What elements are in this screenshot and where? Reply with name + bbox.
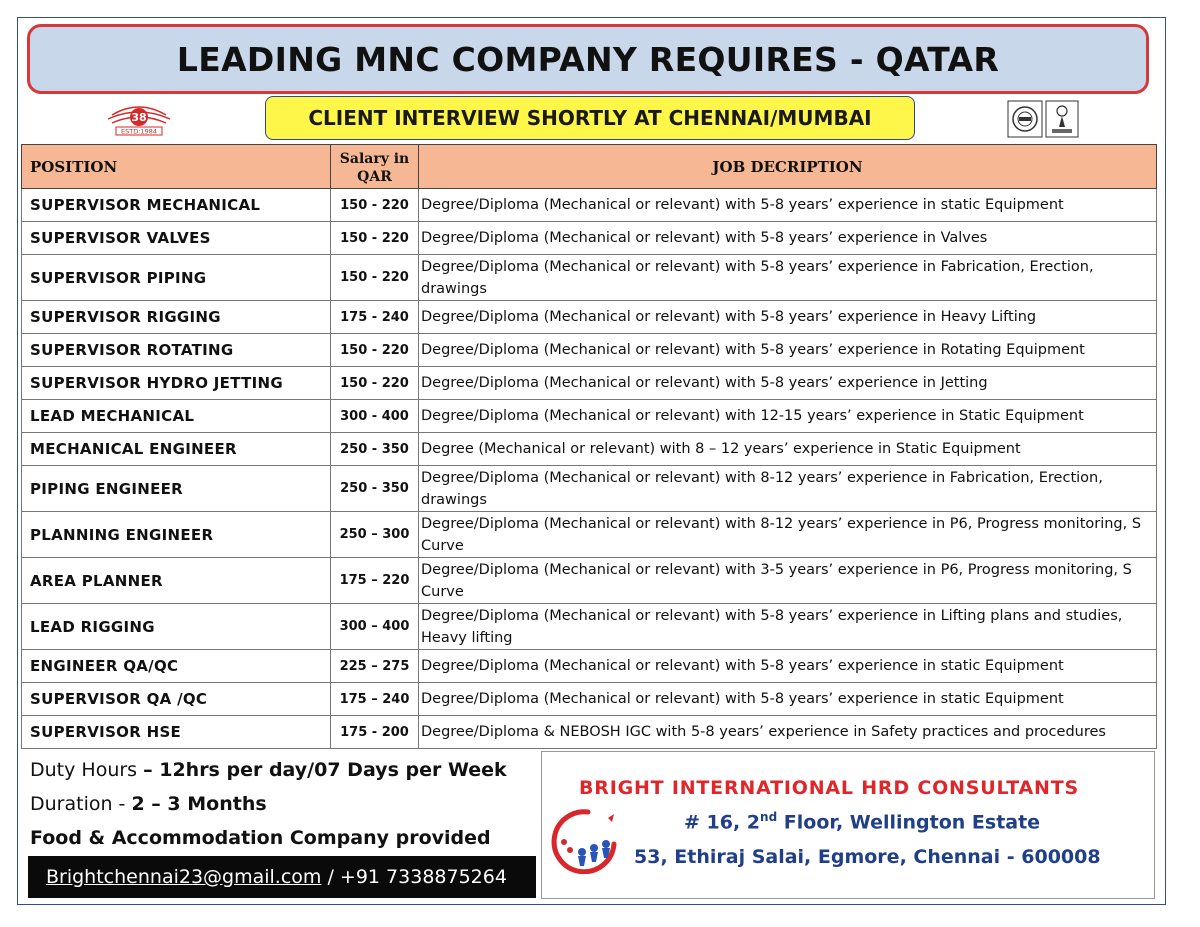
title-banner <box>27 24 1149 94</box>
description-cell: Degree/Diploma (Mechanical or relevant) with 3-5 years’ experience in P6, Progress monitoring, S Curve <box>419 558 1157 604</box>
salary-cell: 175 - 240 <box>331 301 419 334</box>
description-cell: Degree/Diploma (Mechanical or relevant) with 5-8 years’ experience in Jetting <box>419 367 1157 400</box>
table-row <box>22 255 1157 301</box>
address-part-b: Floor, Wellington Estate <box>777 811 1041 834</box>
salary-cell: 150 - 220 <box>331 334 419 367</box>
certification-logo-icon <box>1006 99 1080 139</box>
description-cell: Degree/Diploma (Mechanical or relevant) with 5-8 years’ experience in Fabrication, Erection, drawings <box>419 255 1157 301</box>
interview-text: CLIENT INTERVIEW SHORTLY AT CHENNAI/MUMBAI <box>308 106 872 130</box>
table-row <box>22 716 1157 749</box>
contact-separator: / <box>321 866 340 888</box>
company-address-line2: 53, Ethiraj Salai, Egmore, Chennai - 600008 <box>634 846 1101 868</box>
salary-cell: 150 - 220 <box>331 367 419 400</box>
description-cell: Degree/Diploma (Mechanical or relevant) with 5-8 years’ experience in static Equipment <box>419 189 1157 222</box>
position-cell: ENGINEER QA/QC <box>22 650 331 683</box>
duty-hours-value: – 12hrs per day/07 Days per Week <box>143 759 507 781</box>
position-cell: LEAD RIGGING <box>22 604 331 650</box>
table-row <box>22 604 1157 650</box>
description-cell: Degree/Diploma (Mechanical or relevant) with 5-8 years’ experience in Rotating Equipment <box>419 334 1157 367</box>
table-row <box>22 512 1157 558</box>
position-cell: SUPERVISOR MECHANICAL <box>22 189 331 222</box>
salary-cell: 250 - 350 <box>331 466 419 512</box>
anniversary-logo-icon <box>106 101 172 137</box>
svg-text:ESTD:1984: ESTD:1984 <box>121 127 157 136</box>
position-cell: SUPERVISOR HSE <box>22 716 331 749</box>
position-cell: AREA PLANNER <box>22 558 331 604</box>
address-superscript: nd <box>760 810 778 824</box>
table-row <box>22 650 1157 683</box>
salary-cell: 150 - 220 <box>331 189 419 222</box>
header-position: POSITION <box>22 145 331 189</box>
table-header-row <box>22 145 1157 189</box>
position-cell: MECHANICAL ENGINEER <box>22 433 331 466</box>
position-cell: SUPERVISOR VALVES <box>22 222 331 255</box>
salary-cell: 225 – 275 <box>331 650 419 683</box>
description-cell: Degree/Diploma (Mechanical or relevant) with 8-12 years’ experience in P6, Progress monitoring, S Curve <box>419 512 1157 558</box>
position-cell: SUPERVISOR HYDRO JETTING <box>22 367 331 400</box>
description-cell: Degree/Diploma (Mechanical or relevant) with 8-12 years’ experience in Fabrication, Erection, drawings <box>419 466 1157 512</box>
company-address-line1 <box>684 810 1040 833</box>
salary-cell: 250 – 300 <box>331 512 419 558</box>
interview-notice <box>265 96 915 140</box>
salary-cell: 150 - 220 <box>331 255 419 301</box>
position-cell: SUPERVISOR ROTATING <box>22 334 331 367</box>
description-cell: Degree/Diploma (Mechanical or relevant) with 5-8 years’ experience in Lifting plans and studies, Heavy lifting <box>419 604 1157 650</box>
food-accommodation <box>30 827 491 849</box>
page-title: LEADING MNC COMPANY REQUIRES - QATAR <box>176 39 1000 79</box>
duration-value: 2 – 3 Months <box>131 793 267 815</box>
table-row <box>22 558 1157 604</box>
position-cell: SUPERVISOR PIPING <box>22 255 331 301</box>
svg-text:38: 38 <box>131 111 147 124</box>
table-row <box>22 301 1157 334</box>
table-row <box>22 367 1157 400</box>
duty-hours <box>30 759 507 781</box>
description-cell: Degree/Diploma (Mechanical or relevant) with 5-8 years’ experience in Heavy Lifting <box>419 301 1157 334</box>
description-cell: Degree/Diploma (Mechanical or relevant) with 12-15 years’ experience in Static Equipment <box>419 400 1157 433</box>
table-row <box>22 433 1157 466</box>
table-row <box>22 334 1157 367</box>
position-cell: SUPERVISOR QA /QC <box>22 683 331 716</box>
salary-cell: 175 – 220 <box>331 558 419 604</box>
salary-cell: 250 - 350 <box>331 433 419 466</box>
company-logo-icon <box>548 804 626 874</box>
address-part-a: # 16, 2 <box>684 811 761 834</box>
table-row <box>22 189 1157 222</box>
contact-bar <box>28 856 536 898</box>
description-cell: Degree/Diploma (Mechanical or relevant) with 5-8 years’ experience in static Equipment <box>419 650 1157 683</box>
position-cell: SUPERVISOR RIGGING <box>22 301 331 334</box>
company-box <box>541 751 1155 899</box>
position-cell: LEAD MECHANICAL <box>22 400 331 433</box>
email-link[interactable]: Brightchennai23@gmail.com <box>46 866 322 888</box>
phone-number[interactable]: +91 7338875264 <box>339 866 507 888</box>
description-cell: Degree/Diploma & NEBOSH IGC with 5-8 years’ experience in Safety practices and procedures <box>419 716 1157 749</box>
table-row <box>22 683 1157 716</box>
salary-cell: 300 – 400 <box>331 604 419 650</box>
table-row <box>22 400 1157 433</box>
duration-label: Duration - <box>30 793 132 815</box>
table-row <box>22 466 1157 512</box>
salary-cell: 150 - 220 <box>331 222 419 255</box>
position-cell: PIPING ENGINEER <box>22 466 331 512</box>
duration <box>30 793 267 815</box>
description-cell: Degree (Mechanical or relevant) with 8 – 12 years’ experience in Static Equipment <box>419 433 1157 466</box>
positions-table <box>21 144 1157 749</box>
header-salary-line1: Salary in <box>339 150 410 167</box>
table-row <box>22 222 1157 255</box>
company-name: BRIGHT INTERNATIONAL HRD CONSULTANTS <box>579 777 1079 799</box>
salary-cell: 300 - 400 <box>331 400 419 433</box>
header-salary <box>331 145 419 189</box>
position-cell: PLANNING ENGINEER <box>22 512 331 558</box>
food-accommodation-text: Food & Accommodation Company provided <box>30 827 491 849</box>
description-cell: Degree/Diploma (Mechanical or relevant) with 5-8 years’ experience in Valves <box>419 222 1157 255</box>
duty-hours-label: Duty Hours <box>30 759 144 781</box>
header-description: JOB DECRIPTION <box>419 145 1157 189</box>
salary-cell: 175 – 240 <box>331 683 419 716</box>
salary-cell: 175 - 200 <box>331 716 419 749</box>
header-salary-line2: QAR <box>357 168 392 185</box>
description-cell: Degree/Diploma (Mechanical or relevant) with 5-8 years’ experience in static Equipment <box>419 683 1157 716</box>
